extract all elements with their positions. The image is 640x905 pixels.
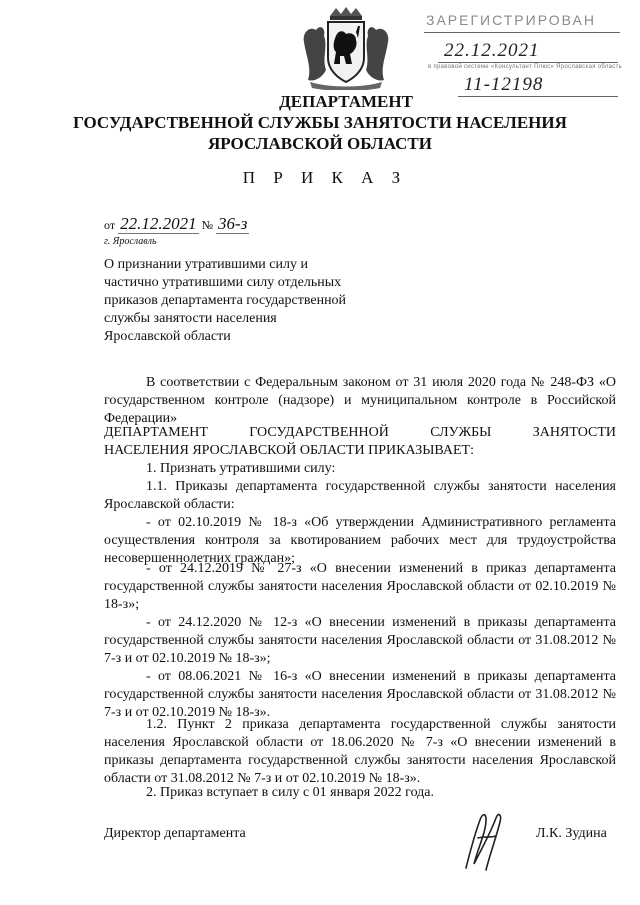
list-item-d: - от 08.06.2021 № 16-з «О внесении изменений в приказы департамента государственной службы занятости населения Ярославской области от 31.08.2012 № 7-з и от 02.10.2019 № 18-з». <box>104 669 616 720</box>
number-label: № <box>201 218 214 232</box>
coat-of-arms-emblem <box>300 6 392 90</box>
directive-line-1: ДЕПАРТАМЕНТ ГОСУДАРСТВЕННОЙ СЛУЖБЫ ЗАНЯТОСТИ <box>104 425 616 440</box>
from-label: от <box>104 218 116 232</box>
order-date-number-row <box>104 214 249 234</box>
order-number: 36-з <box>218 214 248 233</box>
department-title-line-3: ЯРОСЛАВСКОЙ ОБЛАСТИ <box>208 134 432 153</box>
order-subject: О признании утратившими силу и частично утратившими силу отдельных приказов департамента государственной службы занятости населения Ярославской области <box>104 257 347 344</box>
department-title-line-1: ДЕПАРТАМЕНТ <box>279 92 413 111</box>
preamble-paragraph: В соответствии с Федеральным законом от 31 июля 2020 года № 248-ФЗ «О государственном контроле (надзоре) и муниципальном контроле в Российской Федерации» <box>104 375 616 426</box>
document-type-heading: П Р И К А З <box>242 168 408 187</box>
list-item-c: - от 24.12.2020 № 12-з «О внесении изменений в приказы департамента государственной службы занятости населения Ярославской области от 31.08.2012 № 7-з и от 02.10.2019 № 18-з»; <box>104 615 616 666</box>
city-label: г. Ярославль <box>104 236 157 247</box>
registration-stamp <box>418 8 626 98</box>
item-2: 2. Приказ вступает в силу с 01 января 2022 года. <box>146 785 435 800</box>
stamp-number: 11-12198 <box>464 74 544 95</box>
item-1: 1. Признать утратившими силу: <box>146 461 336 476</box>
order-date: 22.12.2021 <box>120 214 197 233</box>
item-1-1: 1.1. Приказы департамента государственной службы занятости населения Ярославской области: <box>104 479 616 512</box>
directive-line-2: НАСЕЛЕНИЯ ЯРОСЛАВСКОЙ ОБЛАСТИ ПРИКАЗЫВАЕТ: <box>104 443 474 458</box>
signatory-name: Л.К. Зудина <box>536 826 607 841</box>
list-item-b: - от 24.12.2019 № 27-з «О внесении изменений в приказ департамента государственной службы занятости населения Ярославской области от 02.10.2019 № 18-з»; <box>104 561 616 612</box>
signatory-position: Директор департамента <box>104 826 246 841</box>
list-item-a: - от 02.10.2019 № 18-з «Об утверждении Административного регламента осуществления контроля за квотированием рабочих мест для трудоустройства несовершеннолетних граждан»; <box>104 515 616 566</box>
handwritten-signature <box>456 808 508 876</box>
stamp-subline: в правовой системе «Консультант Плюс» Ярославская область <box>428 64 623 70</box>
item-1-2: 1.2. Пункт 2 приказа департамента государственной службы занятости населения Ярославской области от 18.06.2020 № 7-з «О внесении изменений в приказы департамента государственной службы занятости населения Ярославской области от 31.08.2012 № 7-з и от 02.10.2019 № 18-з». <box>104 717 616 786</box>
stamp-date: 22.12.2021 <box>444 40 540 61</box>
department-title-line-2: ГОСУДАРСТВЕННОЙ СЛУЖБЫ ЗАНЯТОСТИ НАСЕЛЕНИЯ <box>73 113 567 132</box>
stamp-header: ЗАРЕГИСТРИРОВАН <box>426 12 596 28</box>
